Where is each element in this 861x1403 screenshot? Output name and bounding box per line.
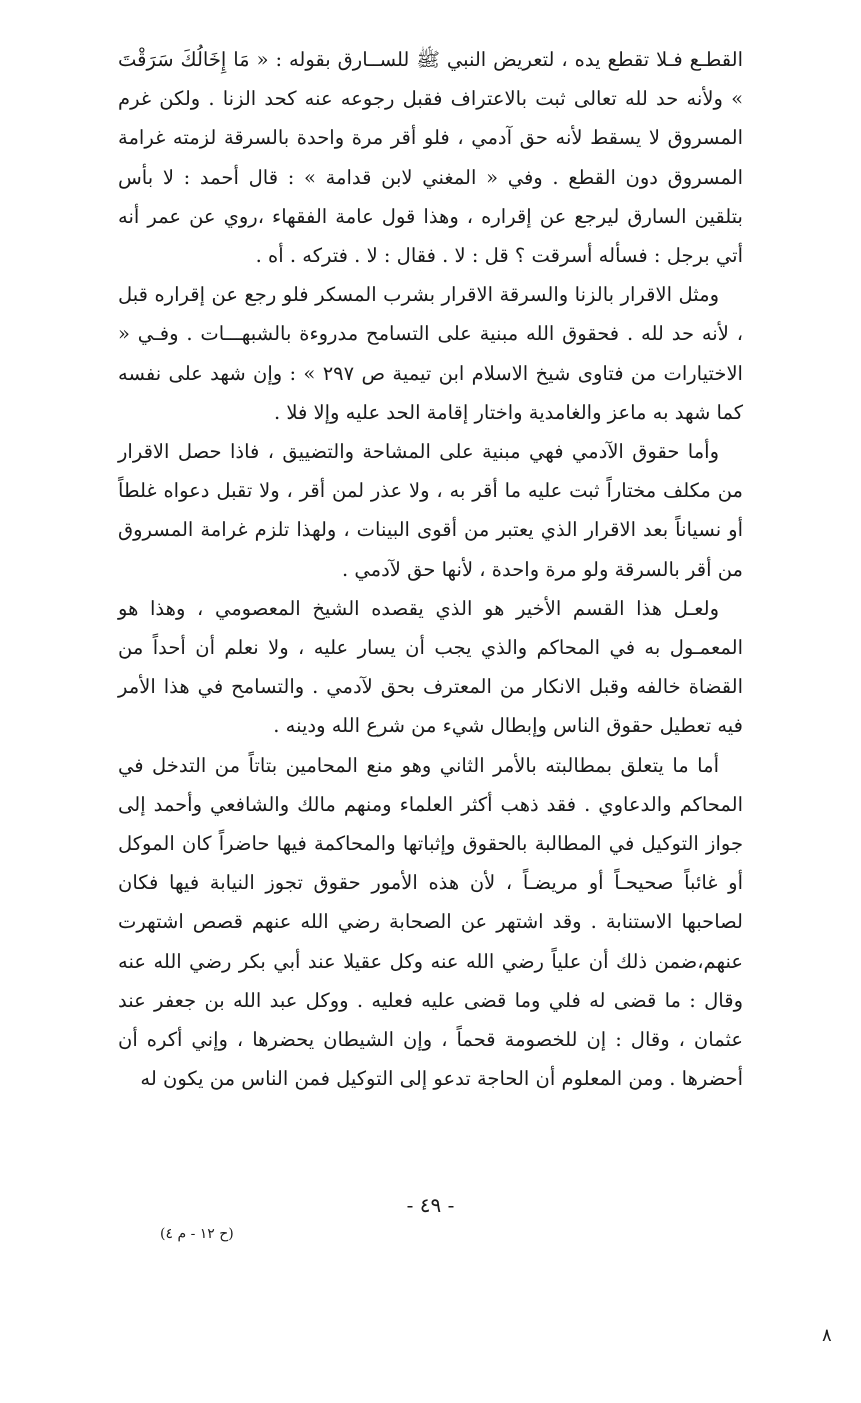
body-text <box>118 40 743 1098</box>
paragraph-2: ومثل الاقرار بالزنا والسرقة الاقرار بشرب المسكر فلو رجع عن إقراره قبل ، لأنه حد لله . فحقوق الله مبنية على التسامح مدروءة بالشبهـــات . وفـي « الاختيارات من فتاوى شيخ الاسلام ابن تيمية ص ٢٩٧ » : وإن شهد على نفسه كما شهد به ماعز والغامدية واختار إقامة الحد عليه وإلا فلا . <box>118 283 743 424</box>
paragraph-3: وأما حقوق الآدمي فهي مبنية على المشاحة والتضييق ، فاذا حصل الاقرار من مكلف مختاراً ثبت عليه ما أقر به ، ولا عذر لمن أقر ، ولا تقبل دعواه غلطاً أو نسياناً بعد الاقرار الذي يعتبر من أقوى البينات ، ولهذا تلزم غرامة المسروق من أقر بالسرقة ولو مرة واحدة ، لأنها حق لآدمي . <box>118 440 743 581</box>
page-number: - ٤٩ - <box>406 1193 455 1217</box>
paragraph-1: القطـع فـلا تقطع يده ، لتعريض النبي ﷺ للســارق بقوله : « مَا إِخَالُكَ سَرَقْتَ » ولأنه حد لله تعالى ثبت بالاعتراف فقبل رجوعه عنه كحد الزنا . ولكن غرم المسروق لا يسقط لأنه حق آدمي ، فلو أقر مرة واحدة بالسرقة لزمته غرامة المسروق دون القطع . وفي « المغني لابن قدامة » : قال أحمد : لا بأس بتلقين السارق ليرجع عن إقراره ، وهذا قول عامة الفقهاء ،روي عن عمر أنه أتي برجل : فسأله أسرقت ؟ قل : لا . فقال : لا . فتركه . أه . <box>118 48 743 268</box>
corner-mark: ٨ <box>822 1325 832 1346</box>
paragraph-5: أما ما يتعلق بمطالبته بالأمر الثاني وهو منع المحامين بتاتاً من التدخل في المحاكم والدعاوي . فقد ذهب أكثر العلماء ومنهم مالك والشافعي وأحمد إلى جواز التوكيل في المطالبة بالحقوق وإثباتها والمحاكمة فيها حاضراً كان الموكل أو غائباً صحيحـاً أو مريضـاً ، لأن هذه الأمور حقوق تجوز النيابة فيها فكان لصاحبها الاستنابة . وقد اشتهر عن الصحابة رضي الله عنهم قصص اشتهرت عنهم،ضمن ذلك أن علياً رضي الله عنه وكل عقيلا عند أبي بكر رضي الله عنه وقال : ما قضى له فلي وما قضى عليه فعليه . ووكل عبد الله بن جعفر عند عثمان ، وقال : إن للخصومة قحماً ، وإن الشيطان يحضرها ، وإني أكره أن أحضرها . ومن المعلوم أن الحاجة تدعو إلى التوكيل فمن الناس من يكون له <box>118 753 743 1091</box>
paragraph-4: ولعـل هذا القسم الأخير هو الذي يقصده الشيخ المعصومي ، وهذا هو المعمـول به في المحاكم والذي يجب أن يسار عليه ، ولا نعلم أن أحداً من القضاة خالفه وقبل الانكار من المعترف بحق لآدمي . والتسامح في هذا الأمر فيه تعطيل حقوق الناس وإبطال شيء من شرع الله ودينه . <box>118 596 743 738</box>
printer-signature-mark: (ح ١٢ - م ٤) <box>160 1226 234 1242</box>
